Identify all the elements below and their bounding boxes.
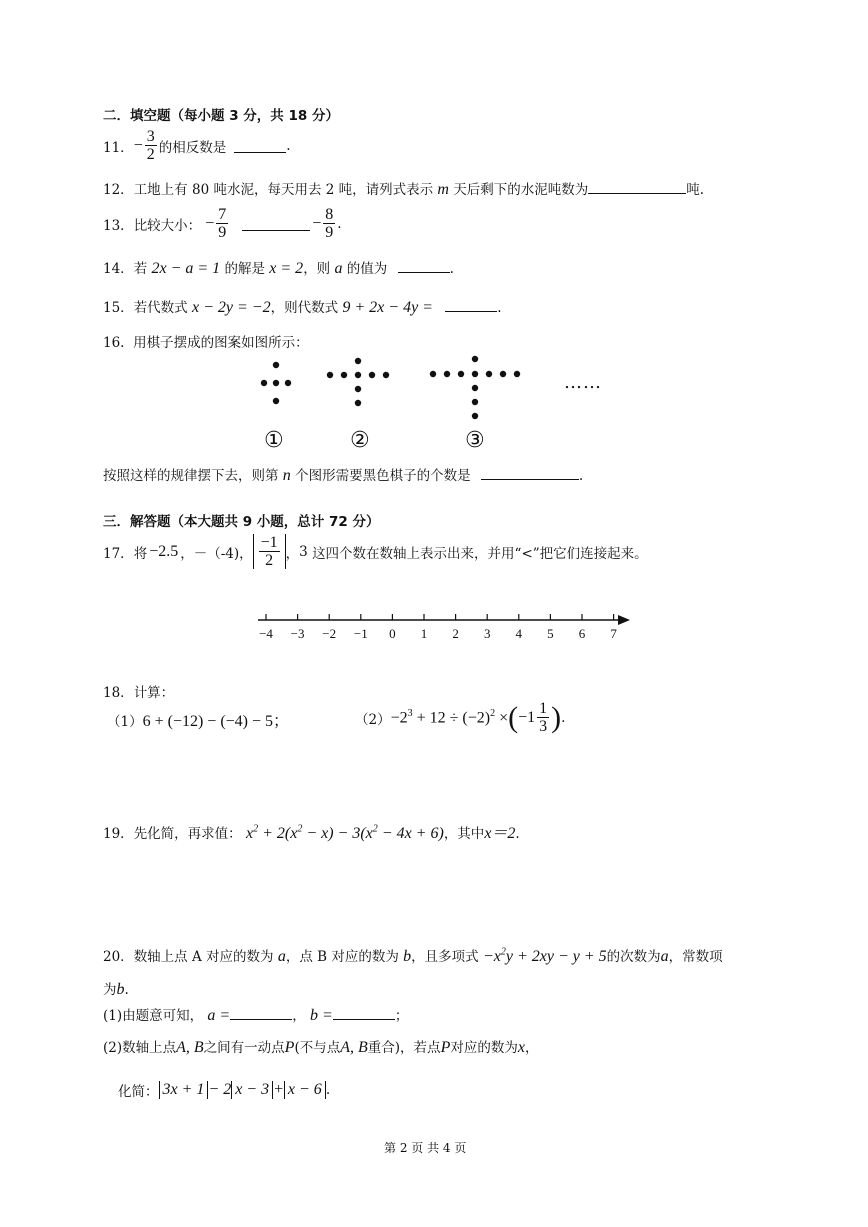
answer-blank-b[interactable] bbox=[333, 1005, 395, 1020]
question-16-text: 按照这样的规律摆下去，则第 n 个图形需要黑色棋子的个数是 . bbox=[103, 467, 584, 484]
arrow-right-icon bbox=[618, 615, 630, 625]
axis-tick-label: −2 bbox=[322, 626, 337, 641]
answer-blank[interactable] bbox=[242, 216, 310, 231]
axis-tick-label: 6 bbox=[578, 626, 586, 641]
axis-tick-label: −3 bbox=[290, 626, 305, 641]
axis-tick-label: 5 bbox=[547, 626, 554, 641]
axis-tick-label: 1 bbox=[420, 626, 428, 641]
figure-label-2: ② bbox=[350, 428, 370, 453]
fraction: $\frac{3}{2}$ bbox=[146, 128, 155, 163]
question-17: 17． 将 −2.5 ， －（-4) ， $\frac{-1}{2}$ ， 3 这四个数在数轴上表示出来，并用“<”把它们连接起来。 bbox=[103, 534, 648, 569]
answer-blank[interactable] bbox=[445, 297, 497, 312]
figure-3 bbox=[430, 356, 520, 419]
axis-tick-label: −4 bbox=[259, 626, 273, 641]
axis-tick-label: −1 bbox=[353, 626, 368, 641]
figure-label-1: ① bbox=[264, 428, 284, 453]
answer-blank[interactable] bbox=[398, 258, 450, 273]
question-15: 15．若代数式 x − 2y = −2，则代数式 9 + 2x − 4y = . bbox=[103, 299, 502, 316]
axis-tick-label: 0 bbox=[389, 626, 396, 641]
question-18-part-2: （2） $-2^3 + 12 \div (-2)^2$ × ( −1 $\frac{1}{3}$ ) . bbox=[355, 700, 566, 735]
question-20-part-2: (2)数轴上点A, B之间有一动点P(不与点A, B重合)，若点P对应的数为x， bbox=[103, 1039, 539, 1056]
figure-1 bbox=[261, 362, 291, 404]
question-14: 14．若 2x − a = 1 的解是 x = 2，则 a 的值为 . bbox=[103, 260, 454, 277]
question-11: 11． − $\frac{3}{2}$ 的相反数是 . bbox=[103, 128, 291, 163]
section-3-title: 三．解答题（本大题共 9 小题，总计 72 分） bbox=[103, 514, 380, 530]
question-20-line-2: 为b. bbox=[103, 981, 129, 998]
answer-blank[interactable] bbox=[588, 179, 686, 194]
absolute-value: $\frac{-1}{2}$ bbox=[253, 534, 286, 569]
answer-blank-a[interactable] bbox=[230, 1005, 292, 1020]
axis-tick-label: 3 bbox=[483, 626, 491, 641]
question-20: 20．数轴上点 A 对应的数为 a，点 B 对应的数为 b，且多项式 $-x^2y + 2xy - y + 5$的次数为a，常数项 bbox=[103, 946, 723, 965]
question-19: 19．先化简，再求值： $x^2 + 2(x^2 - x) - 3(x^2 - 4x + 6)$，其中x＝2. bbox=[103, 823, 520, 842]
question-16: 16. 用棋子摆成的图案如图所示： bbox=[103, 335, 309, 351]
question-20-part-1: (1)由题意可知， a = ， b = ； bbox=[103, 1007, 409, 1024]
figure-label-3: ③ bbox=[465, 428, 485, 453]
question-20-part-3: 化简： 3x + 1 − 2 x − 3 + x − 6 . bbox=[118, 1081, 331, 1100]
section-2-title: 二．填空题（每小题 3 分，共 18 分） bbox=[103, 108, 339, 124]
ellipsis: …… bbox=[564, 372, 602, 393]
question-18: 18．计算： bbox=[103, 685, 175, 701]
answer-blank[interactable] bbox=[481, 465, 579, 480]
axis-tick-label: 2 bbox=[452, 626, 459, 641]
question-12: 12．工地上有 80 吨水泥，每天用去 2 吨，请列式表示 m 天后剩下的水泥吨数为 吨. bbox=[103, 181, 705, 198]
number-line bbox=[250, 608, 640, 648]
question-13: 13． 比较大小： − $\frac{7}{9}$ − $\frac{8}{9}$ . bbox=[103, 206, 342, 241]
page-footer: 第 2 页 共 4 页 bbox=[384, 1141, 467, 1155]
axis-tick-label: 4 bbox=[515, 626, 523, 641]
answer-blank[interactable] bbox=[234, 138, 286, 153]
question-18-part-1: （1）6 + (−12) − (−4) − 5； bbox=[107, 713, 290, 730]
figure-2 bbox=[327, 358, 389, 406]
axis-tick-label: 7 bbox=[610, 626, 617, 641]
